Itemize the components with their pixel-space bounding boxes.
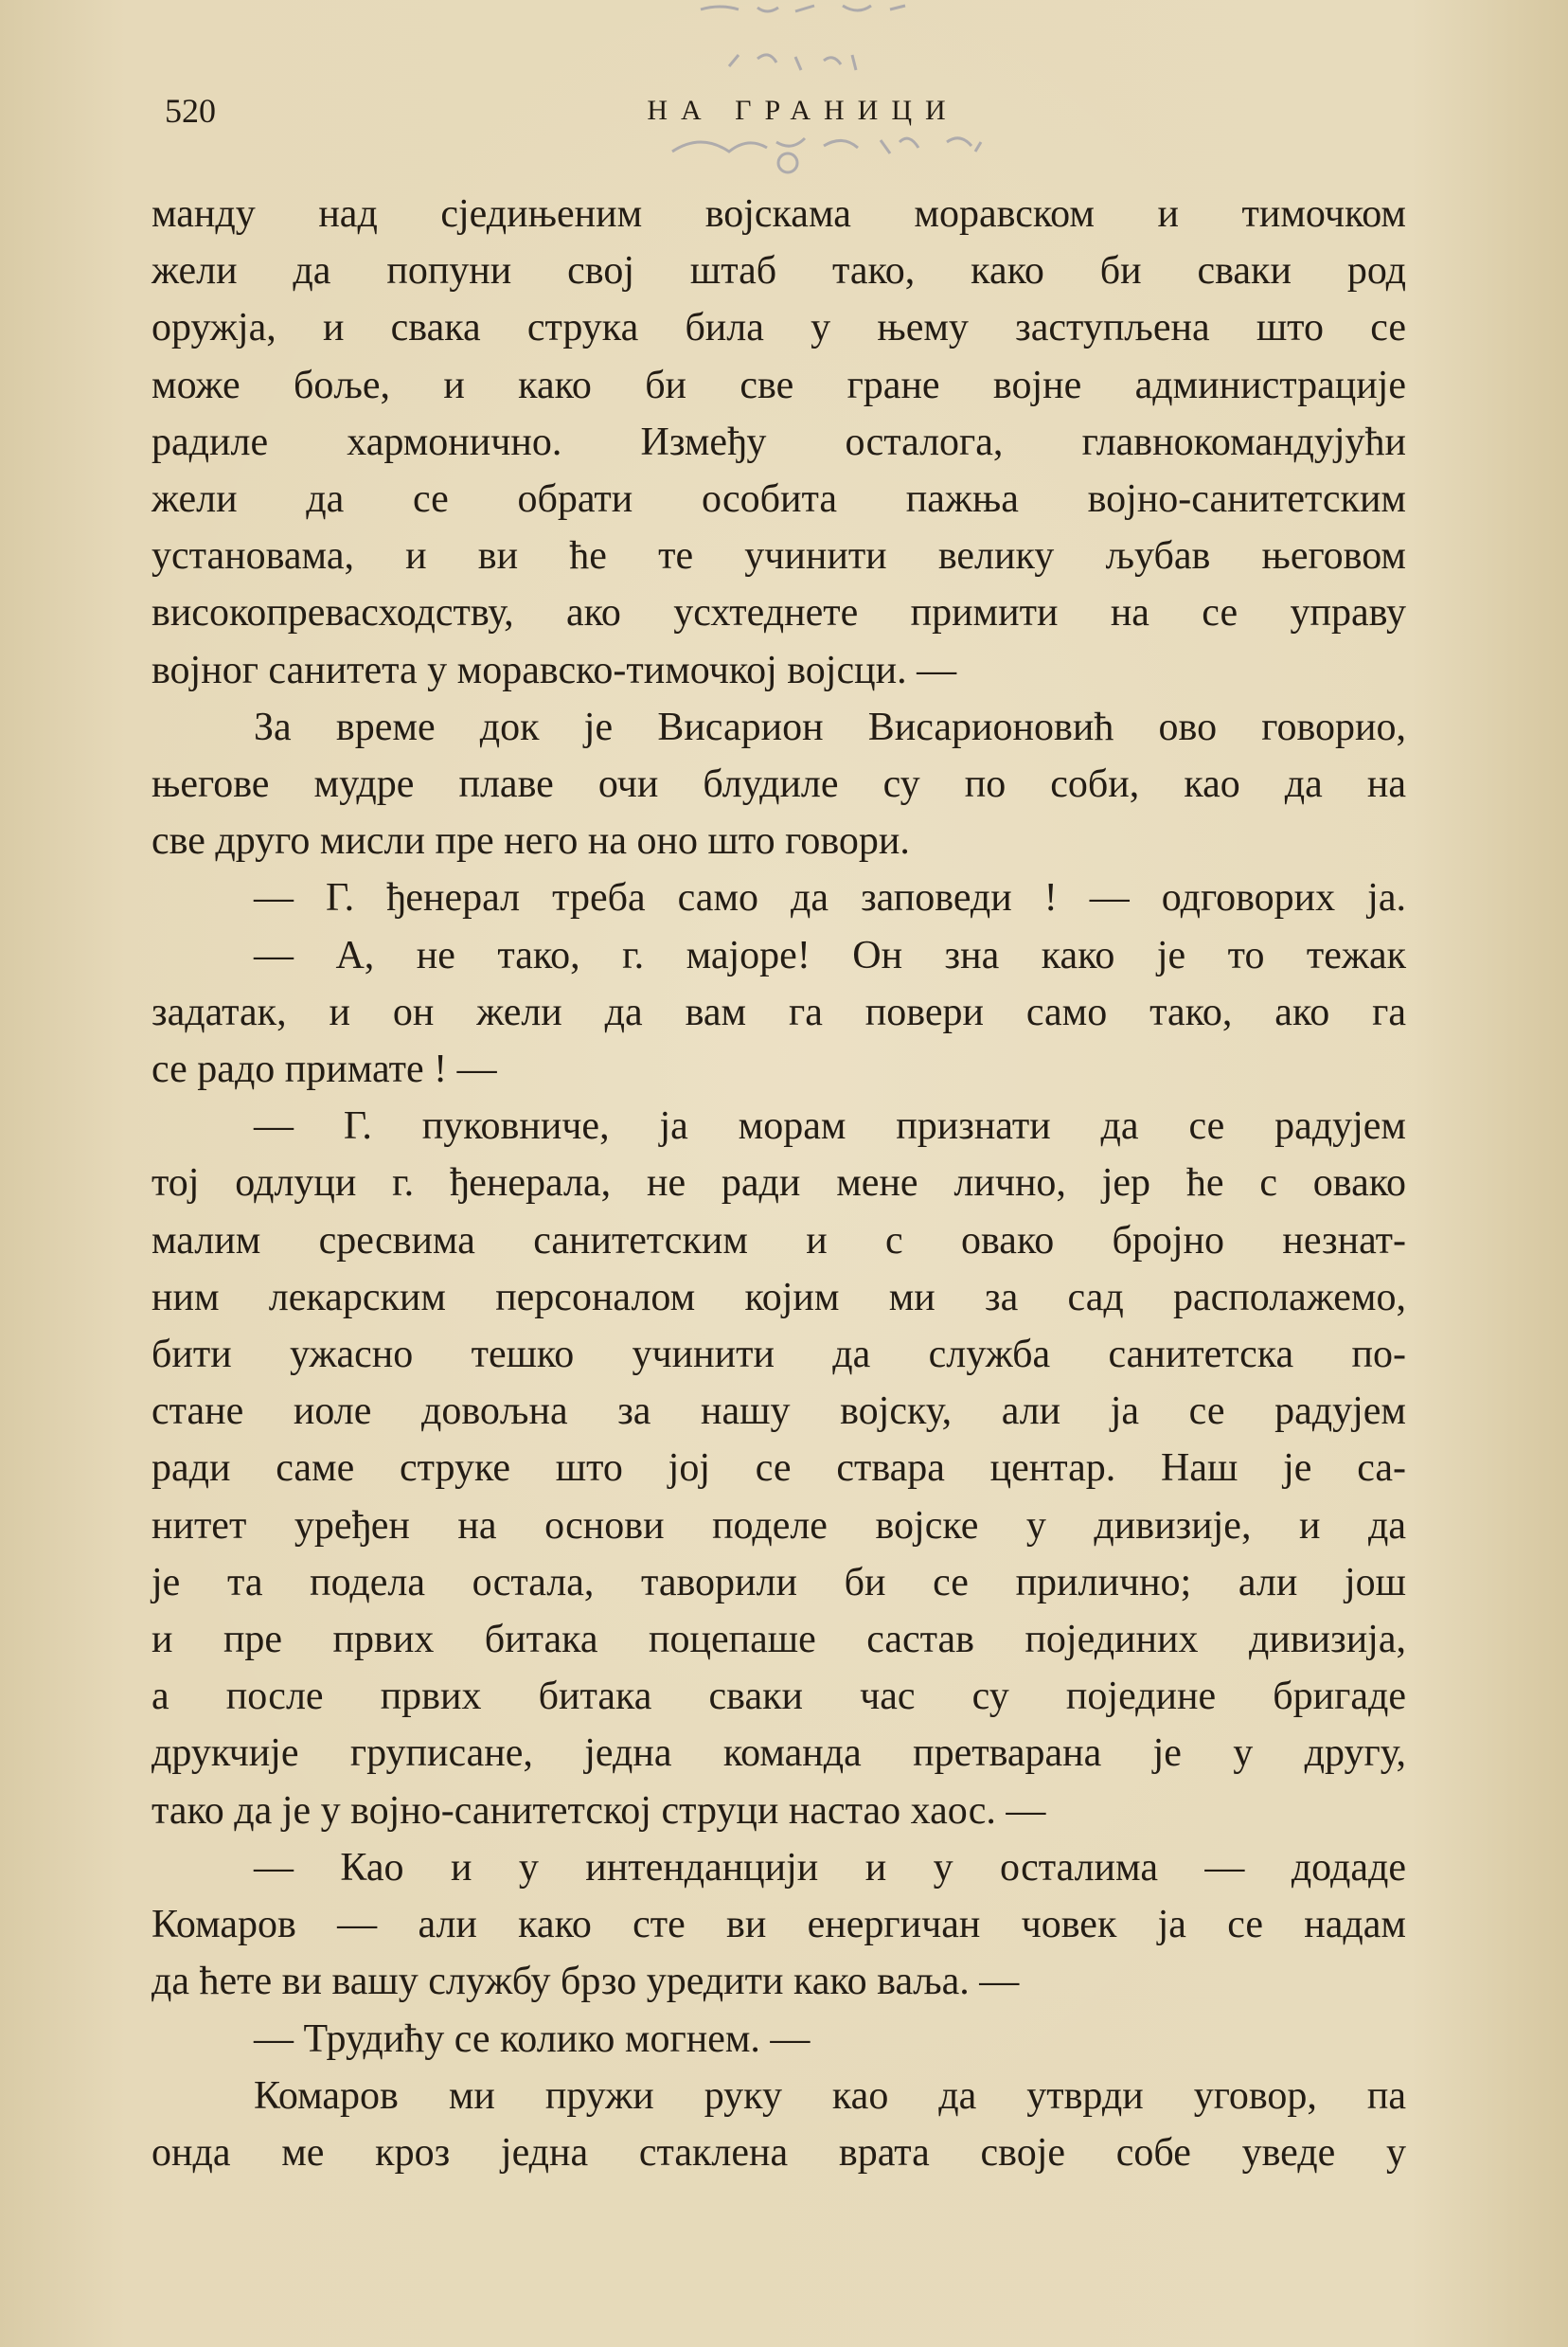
- text-line: а после првих битака сваки час су поједине бригаде: [151, 1675, 1406, 1719]
- text-line: За време док је Висарион Висарионовић ово говорио,: [254, 705, 1406, 749]
- page-header: [151, 87, 1398, 134]
- paragraph: [151, 699, 1406, 870]
- text-line: високопревасходству, ако усхтеднете примити на се управу: [151, 591, 1406, 636]
- text-line: нитет уређен на основи поделе војске у дивизије, и да: [151, 1503, 1406, 1548]
- paragraph: [151, 1839, 1406, 2011]
- text-line: онда ме кроз једна стаклена врата своје собе уведе у: [151, 2130, 1406, 2175]
- text-line: и пре првих битака поцепаше састав појединих дивизија,: [151, 1618, 1406, 1662]
- text-line: жели да попуни свој штаб тако, како би сваки род: [151, 249, 1406, 294]
- paragraph: [151, 869, 1406, 926]
- text-line: — Као и у интенданцији и у осталима — додаде: [254, 1845, 1406, 1890]
- text-line: задатак, и он жели да вам га повери само тако, ако га: [151, 990, 1406, 1034]
- text-line: установама, и ви ће те учинити велику љубав његовом: [151, 534, 1406, 579]
- text-line: је та подела остала, таворили би се прилично; али још: [151, 1560, 1406, 1604]
- text-line: ради саме струке што јој се ствара центар. Наш је са-: [151, 1446, 1406, 1491]
- text-line: његове мудре плаве очи блудиле су по соби, као да на: [151, 762, 1406, 807]
- page-number: 520: [165, 92, 216, 130]
- text-line: ним лекарским персоналом којим ми за сад располажемо,: [151, 1275, 1406, 1319]
- text-line: Комаров — али како сте ви енергичан човек ја се надам: [151, 1903, 1406, 1947]
- text-line: тако да је у војно-санитетској струци настао хаос. —: [151, 1788, 1046, 1833]
- paragraph: [151, 186, 1406, 699]
- text-line: стане иоле довољна за нашу војску, али ја се радујем: [151, 1389, 1406, 1434]
- text-line: манду над сједињеним војскама моравском и тимочком: [151, 192, 1406, 236]
- text-line: — Трудићу се колико могнем. —: [254, 2016, 811, 2061]
- text-line: радиле хармонично. Између осталога, главнокомандујући: [151, 420, 1406, 464]
- text-line: бити ужасно тешко учинити да служба санитетска по-: [151, 1333, 1406, 1377]
- text-line: жели да се обрати особита пажња војно-санитетским: [151, 477, 1406, 522]
- text-line: Комаров ми пружи руку као да утврди уговор, па: [254, 2073, 1406, 2118]
- text-line: малим сресвима санитетским и с овако бројно незнат-: [151, 1218, 1406, 1263]
- text-line: — Г. ђенерал треба само да заповеди ! — одговорих ја.: [254, 876, 1406, 921]
- paragraph: [151, 927, 1406, 1099]
- text-line: друкчије груписане, једна команда претварана је у другу,: [151, 1731, 1406, 1776]
- paragraph: [151, 2011, 1406, 2068]
- text-line: може боље, и како би све гране војне администрације: [151, 363, 1406, 407]
- running-head: НА ГРАНИЦИ: [647, 95, 959, 126]
- text-line: — Г. пуковниче, ја морам признати да се радујем: [254, 1104, 1406, 1149]
- text-line: се радо примате ! —: [151, 1048, 497, 1092]
- text-line: оружја, и свака струка била у њему заступљена што се: [151, 306, 1406, 350]
- text-line: — А, не тако, г. мајоре! Он зна како је то тежак: [254, 933, 1406, 977]
- text-line: да ћете ви вашу службу брзо уредити како ваља. —: [151, 1960, 1020, 2004]
- paragraph: [151, 2068, 1406, 2181]
- text-line: тој одлуци г. ђенерала, не ради мене лично, јер ће с овако: [151, 1161, 1406, 1206]
- body-text: [151, 186, 1406, 2181]
- text-line: војног санитета у моравско-тимочкој војсци. —: [151, 648, 957, 692]
- text-line: све друго мисли пре него на оно што говори.: [151, 819, 910, 864]
- paragraph: [151, 1098, 1406, 1839]
